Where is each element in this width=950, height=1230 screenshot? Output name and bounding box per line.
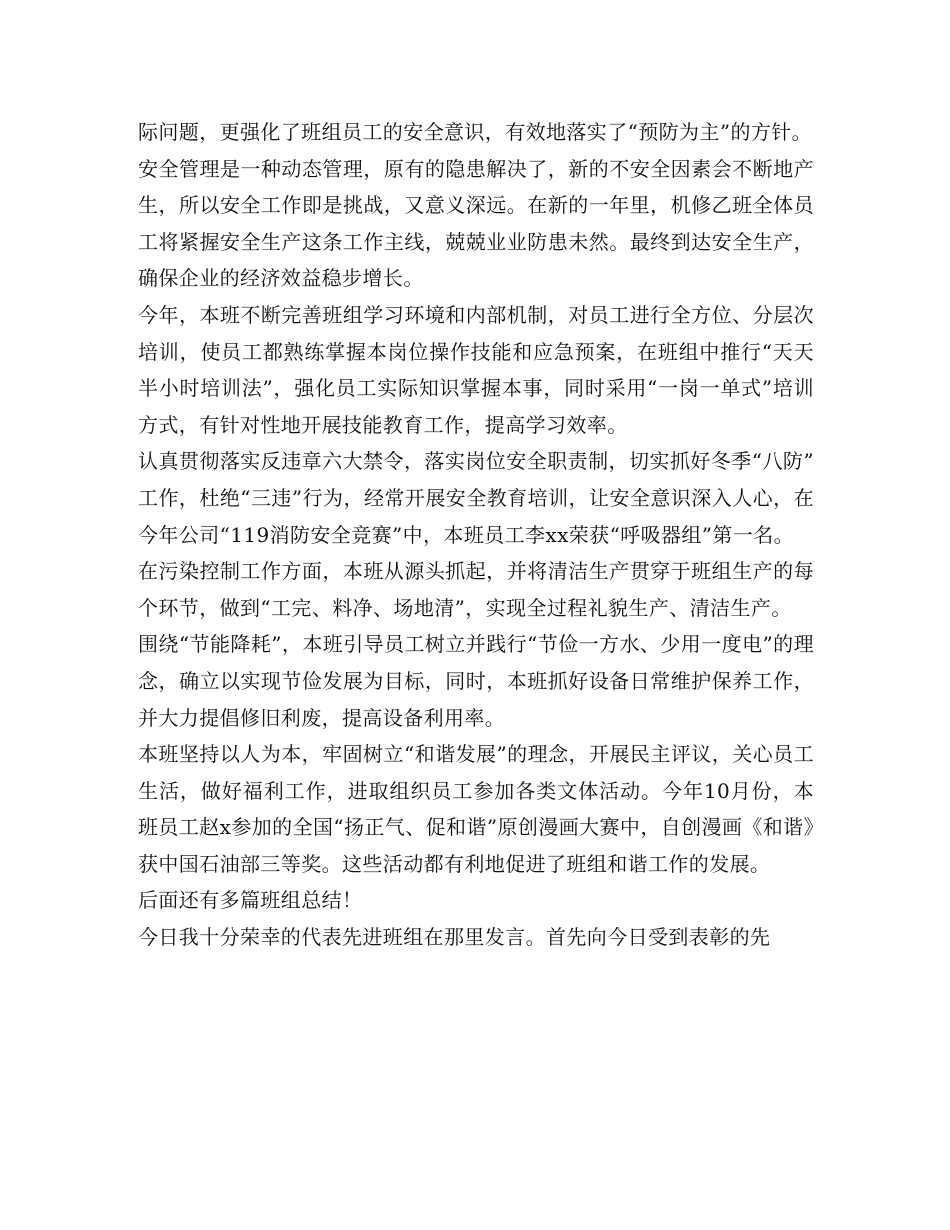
paragraph-more-summaries: 后面还有多篇班组总结！	[138, 888, 363, 913]
paragraph-energy-saving: 围绕“节能降耗”，本班引导员工树立并践行“节俭一方水、少用一度电”的理念，确立以实现节俭发展为目标，同时，本班抓好设备日常维护保养工作，并大力提倡修旧利废，提高设备利用率。	[138, 632, 814, 730]
paragraph-anti-violation: 认真贯彻落实反违章六大禁令，落实岗位安全职责制，切实抓好冬季“八防”工作，杜绝“三违”行为，经常开展安全教育培训，让安全意识深入人心，在今年公司“119消防安全竞赛”中，本班员工李xx荣获“呼吸器组”第一名。	[138, 449, 814, 547]
paragraph-training: 今年，本班不断完善班组学习环境和内部机制，对员工进行全方位、分层次培训，使员工都熟练掌握本岗位操作技能和应急预案，在班组中推行“天天半小时培训法”，强化员工实际知识掌握本事，同时采用“一岗一单式”培训方式，有针对性地开展技能教育工作，提高学习效率。	[138, 302, 814, 437]
paragraph-harmony: 本班坚持以人为本，牢固树立“和谐发展”的理念，开展民主评议，关心员工生活，做好福利工作，进取组织员工参加各类文体活动。今年10月份，本班员工赵x参加的全国“扬正气、促和谐”原创漫画大赛中，自创漫画《和谐》获中国石油部三等奖。这些活动都有利地促进了班组和谐工作的发展。	[138, 742, 814, 876]
document-body	[138, 114, 814, 956]
paragraph-pollution-control: 在污染控制工作方面，本班从源头抓起，并将清洁生产贯穿于班组生产的每个环节，做到“工完、料净、场地清”，实现全过程礼貌生产、清洁生产。	[138, 559, 814, 620]
paragraph-safety-awareness: 际问题，更强化了班组员工的安全意识，有效地落实了“预防为主”的方针。	[138, 120, 813, 144]
paragraph-speech-opening: 今日我十分荣幸的代表先进班组在那里发言。首先向今日受到表彰的先	[138, 925, 771, 950]
paragraph-dynamic-management: 安全管理是一种动态管理，原有的隐患解决了，新的不安全因素会不断地产生，所以安全工作即是挑战，又意义深远。在新的一年里，机修乙班全体员工将紧握安全生产这条工作主线，兢兢业业防患未然。最终到达安全生产，确保企业的经济效益稳步增长。	[138, 156, 814, 291]
